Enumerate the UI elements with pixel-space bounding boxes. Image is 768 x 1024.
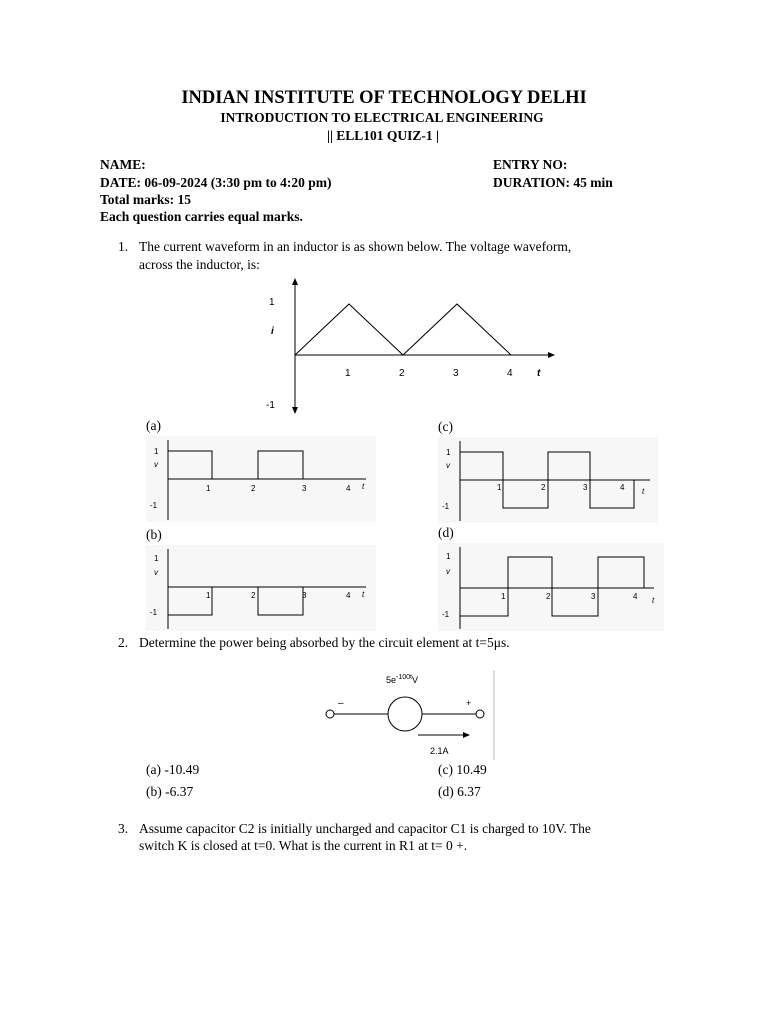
tick-2: 2: [399, 368, 405, 379]
tick-1: 1: [345, 368, 351, 379]
q2-circuit-element: [320, 668, 500, 762]
tick-4: 4: [507, 368, 513, 379]
svg-text:-1: -1: [442, 610, 450, 619]
option-c-graph: [438, 437, 658, 523]
svg-text:-1: -1: [150, 501, 158, 510]
option-b-label: (b): [146, 527, 162, 542]
svg-text:4: 4: [620, 483, 625, 492]
svg-text:v: v: [154, 568, 158, 577]
svg-text:4: 4: [346, 591, 351, 600]
svg-text:1: 1: [154, 554, 159, 563]
source-circle: [388, 697, 422, 731]
y-neg-label: -1: [266, 400, 275, 411]
svg-text:1: 1: [446, 448, 451, 457]
current-triangle-wave: [295, 304, 511, 355]
svg-text:4: 4: [633, 592, 638, 601]
option-d-label: (d): [438, 525, 454, 540]
svg-text:3: 3: [302, 591, 307, 600]
svg-text:-1: -1: [442, 502, 450, 511]
q2-option-d: (d) 6.37: [438, 784, 481, 799]
svg-text:2: 2: [546, 592, 551, 601]
q2-option-b: (b) -6.37: [146, 784, 194, 799]
course-title: INTRODUCTION TO ELECTRICAL ENGINEERING: [220, 110, 544, 125]
q2-text: Determine the power being absorbed by the circuit element at t=5μs.: [139, 635, 510, 650]
svg-text:3: 3: [591, 592, 596, 601]
tick-3: 3: [453, 368, 459, 379]
equal-marks-note: Each question carries equal marks.: [100, 209, 303, 224]
option-d-graph: [438, 543, 664, 631]
minus-sign: –: [338, 698, 344, 709]
quiz-title: || ELL101 QUIZ-1 |: [326, 128, 440, 143]
option-b-graph: [146, 545, 376, 631]
q1-text-line1: The current waveform in an inductor is as shown below. The voltage waveform,: [139, 239, 572, 254]
y-pos-label: 1: [269, 297, 275, 308]
entry-field: ENTRY NO:: [493, 157, 568, 172]
option-a-graph: [146, 436, 376, 522]
svg-text:2: 2: [541, 483, 546, 492]
plus-sign: +: [466, 698, 472, 708]
current-label: 2.1A: [430, 746, 449, 756]
q3-text-line1: Assume capacitor C2 is initially uncharged and capacitor C1 is charged to 10V. The: [139, 821, 591, 836]
svg-text:1: 1: [206, 484, 211, 493]
duration-field: DURATION: 45 min: [493, 175, 613, 190]
svg-text:1: 1: [501, 592, 506, 601]
q1-current-waveform: [255, 276, 565, 416]
total-marks: Total marks: 15: [100, 192, 192, 207]
svg-text:3: 3: [583, 483, 588, 492]
option-a-label: (a): [146, 418, 161, 433]
option-c-label: (c): [438, 419, 453, 434]
t-axis-label: t: [537, 368, 541, 379]
svg-text:v: v: [154, 460, 158, 469]
svg-text:t: t: [642, 487, 645, 496]
y-axis-label: i: [271, 326, 274, 337]
svg-text:t: t: [652, 596, 655, 605]
svg-text:1: 1: [446, 552, 451, 561]
svg-text:v: v: [446, 461, 450, 470]
q1-text-line2: across the inductor, is:: [139, 257, 260, 272]
svg-text:1: 1: [154, 447, 159, 456]
svg-text:3: 3: [302, 484, 307, 493]
svg-text:1: 1: [497, 483, 502, 492]
q2-option-c: (c) 10.49: [438, 762, 487, 777]
voltage-label: $5e^{-100t}V$: [386, 674, 418, 685]
svg-text:t: t: [362, 482, 365, 491]
svg-text:-1: -1: [150, 608, 158, 617]
name-field: NAME:: [100, 157, 146, 172]
q1-number: 1.: [118, 239, 129, 254]
q2-option-a: (a) -10.49: [146, 762, 200, 777]
date-field: DATE: 06-09-2024 (3:30 pm to 4:20 pm): [100, 175, 332, 190]
q3-number: 3.: [118, 821, 129, 836]
q2-number: 2.: [118, 635, 129, 650]
svg-text:1: 1: [206, 591, 211, 600]
svg-text:v: v: [446, 567, 450, 576]
institute-title: INDIAN INSTITUTE OF TECHNOLOGY DELHI: [181, 88, 587, 108]
svg-text:2: 2: [251, 591, 256, 600]
svg-text:4: 4: [346, 484, 351, 493]
svg-text:2: 2: [251, 484, 256, 493]
svg-text:t: t: [362, 590, 365, 599]
q3-text-line2: switch K is closed at t=0. What is the current in R1 at t= 0 +.: [139, 838, 468, 853]
